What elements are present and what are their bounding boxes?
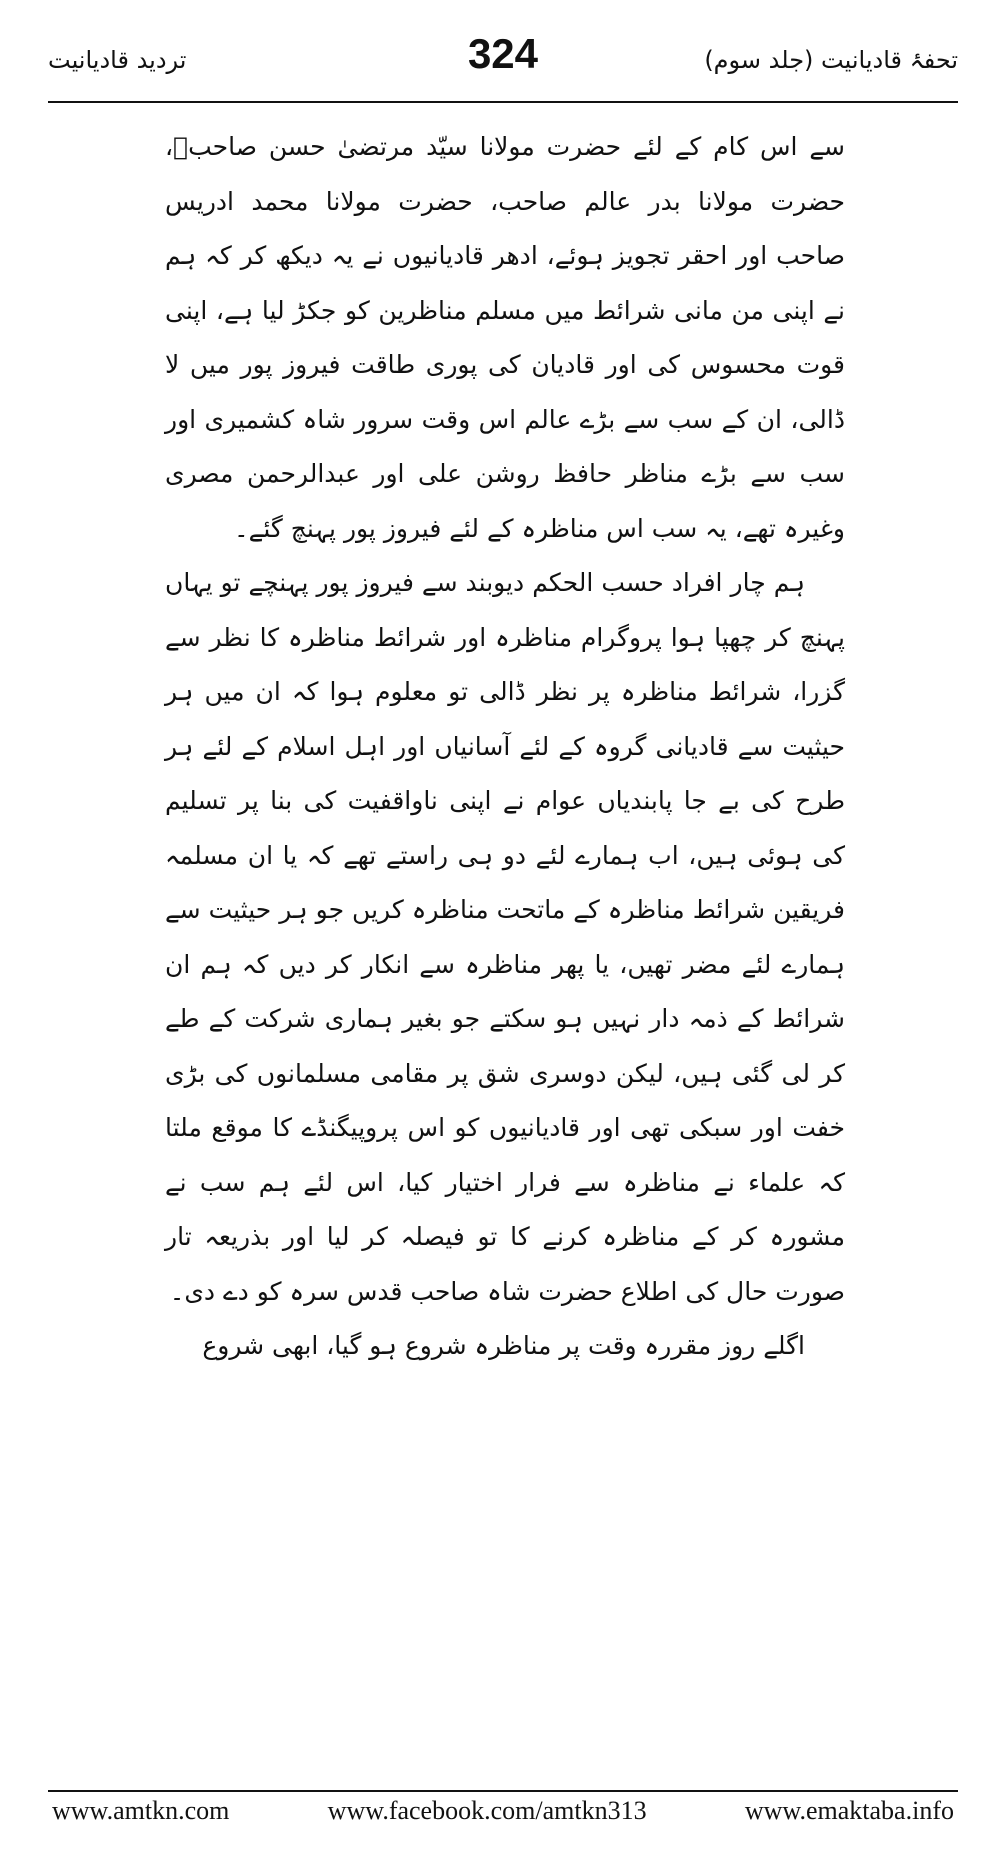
paragraph: سے اس کام کے لئے حضرت مولانا سیّد مرتضیٰ حسن صاحبؒ، حضرت مولانا بدر عالم صاحب، حضرت مولانا محمد ادریس صاحب اور احقر تجویز ہوئے، ادھر قادیانیوں نے یہ دیکھ کر کہ ہم نے اپنی من مانی شرائط میں مسلم مناظرین کو جکڑ لیا ہے، اپنی قوت محسوس کی اور قادیان کی پوری طاقت فیروز پور میں لا ڈالی، ان کے سب سے بڑے عالم اس وقت سرور شاہ کشمیری اور سب سے بڑے مناظر حافظ روشن علی اور عبدالرحمن مصری وغیرہ تھے، یہ سب اس مناظرہ کے لئے فیروز پور پہنچ گئے۔ bbox=[165, 132, 845, 543]
page-header bbox=[48, 30, 958, 90]
paragraph: ہم چار افراد حسب الحکم دیوبند سے فیروز پور پہنچے تو یہاں پہنچ کر چھپا ہوا پروگرام مناظرہ اور شرائط مناظرہ کا نظر سے گزرا، شرائط مناظرہ پر نظر ڈالی تو معلوم ہوا کہ ان میں ہر حیثیت سے قادیانی گروہ کے لئے آسانیاں اور اہل اسلام کے لئے ہر طرح کی بے جا پابندیاں عوام نے اپنی ناواقفیت کی بنا پر تسلیم کی ہوئی ہیں، اب ہمارے لئے دو ہی راستے تھے کہ یا ان مسلمہ فریقین شرائط مناظرہ کے ماتحت مناظرہ کریں جو ہر حیثیت سے ہمارے لئے مضر تھیں، یا پھر مناظرہ سے انکار کر دیں کہ ہم ان شرائط کے ذمہ دار نہیں ہو سکتے جو بغیر ہماری شرکت کے طے کر لی گئی ہیں، لیکن دوسری شق پر مقامی مسلمانوں کی بڑی خفت اور سبکی تھی اور قادیانیوں کو اس پروپیگنڈے کا موقع ملتا کہ علماء نے مناظرہ سے فرار اختیار کیا، اس لئے ہم سب نے مشورہ کر کے مناظرہ کرنے کا تو فیصلہ کر لیا اور بذریعہ تار صورت حال کی اطلاع حضرت شاہ صاحب قدس سرہ کو دے دی۔ bbox=[165, 568, 845, 1306]
footer-link-facebook[interactable]: www.facebook.com/amtkn313 bbox=[327, 1796, 647, 1825]
footer-divider bbox=[48, 1790, 958, 1792]
footer-link-website[interactable]: www.amtkn.com bbox=[52, 1796, 230, 1825]
page-number: 324 bbox=[467, 30, 539, 77]
footer-link-emaktaba[interactable]: www.emaktaba.info bbox=[744, 1796, 954, 1825]
running-title-right: تحفۂ قادیانیت (جلد سوم) bbox=[704, 46, 958, 74]
running-title-left: ترديد قاديانيت bbox=[48, 46, 187, 74]
paragraph: اگلے روز مقررہ وقت پر مناظرہ شروع ہو گیا، ابھی شروع bbox=[202, 1331, 805, 1360]
page-body bbox=[165, 120, 845, 1374]
page-footer bbox=[52, 1796, 954, 1826]
header-divider bbox=[48, 101, 958, 103]
